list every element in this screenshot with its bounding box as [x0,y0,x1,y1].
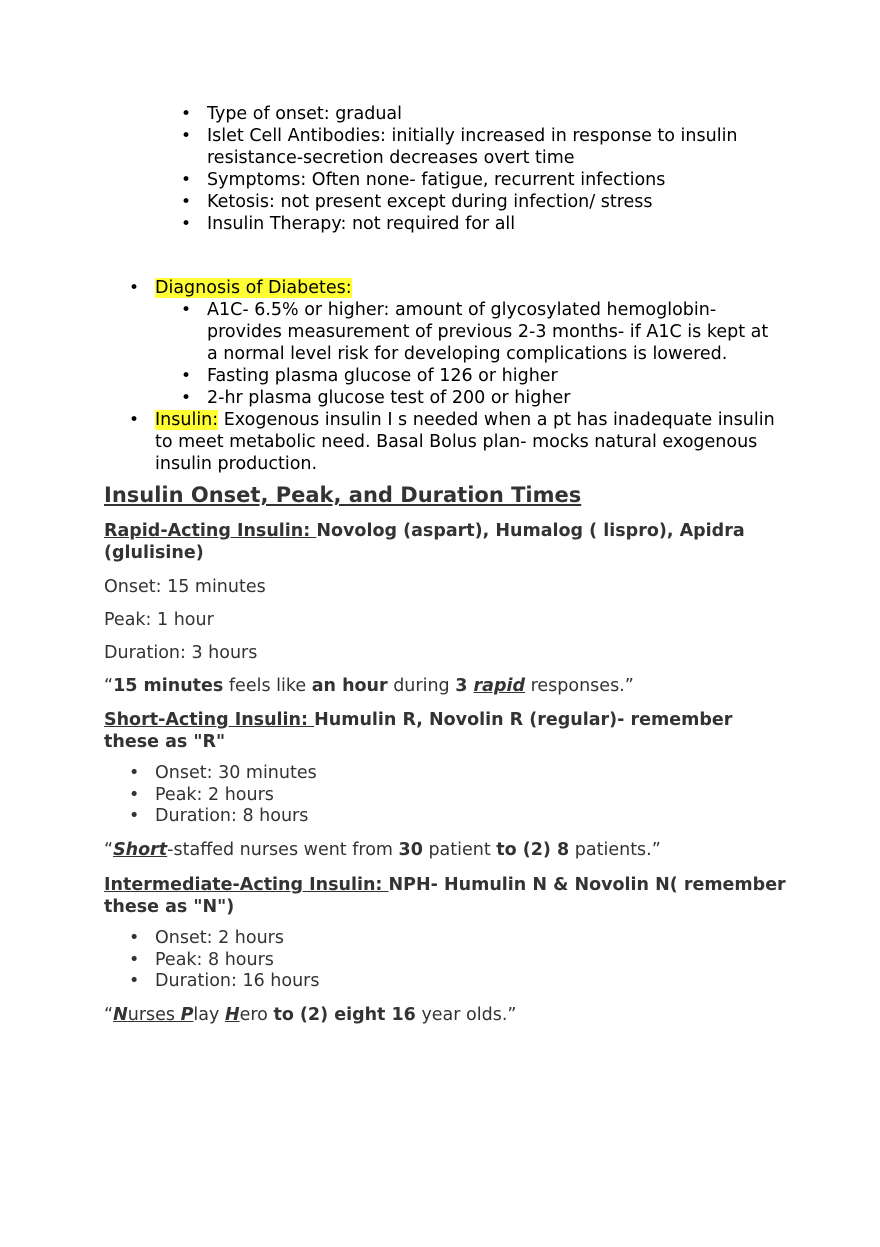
quote-open: “ [104,1005,114,1025]
intermediate-times-list [155,928,320,993]
diagnosis-label: Diagnosis of Diabetes: [155,278,352,298]
mnemonic-part: year olds.” [415,1005,517,1025]
mnemonic-part: patient [422,840,497,860]
insulin-item [155,409,775,475]
mnemonic-part: 3 [455,676,474,696]
mnemonic-part: feels like [223,676,312,696]
intermediate-title [104,874,794,918]
mnemonic-part: ero [239,1005,274,1025]
mnemonic-part: to (2) eight 16 [273,1005,416,1025]
mnemonic-part: 30 [398,840,423,860]
insulin-text: Exogenous insulin I s needed when a pt has inadequate insulin to meet metabolic need. Basal Bolus plan- mocks natural exogenous insulin production. [155,410,775,474]
list-item: • Peak: 2 hours [155,785,317,807]
intermediate-title-rest: NPH- Humulin N & Novolin N( remember these as "N") [104,875,786,917]
short-mnemonic [104,839,804,861]
diagnosis-item [155,277,775,409]
list-item: • Islet Cell Antibodies: initially increased in response to insulin resistance-secretion decreases overt time [207,125,777,169]
rapid-title-underlined: Rapid-Acting Insulin: [104,521,317,541]
rapid-title [104,520,764,564]
list-item: • Peak: 8 hours [155,950,320,972]
mnemonic-part: rapid [473,676,526,696]
intermediate-mnemonic [104,1004,804,1026]
mnemonic-part: urses [127,1005,181,1025]
section-heading: Insulin Onset, Peak, and Duration Times [104,483,582,507]
mnemonic-part: -staffed nurses went from [167,840,399,860]
intermediate-title-underlined: Intermediate-Acting Insulin: [104,875,389,895]
list-item: • Ketosis: not present except during infection/ stress [207,191,777,213]
quote-open: “ [104,840,114,860]
list-item: • A1C- 6.5% or higher: amount of glycosylated hemoglobin- provides measurement of previous 2-3 months- if A1C is kept at a normal level risk for developing complications is lowered. [207,299,775,365]
mnemonic-part: patients.” [569,840,661,860]
short-title-underlined: Short-Acting Insulin: [104,710,315,730]
list-item: • Onset: 2 hours [155,928,320,950]
mnemonic-part: H [224,1005,240,1025]
list-item: • Duration: 8 hours [155,806,317,828]
type2-characteristics-list [207,103,777,235]
short-title-rest: Humulin R, Novolin R (regular)- remember these as "R" [104,710,733,752]
mnemonic-part: during [387,676,456,696]
mnemonic-part: N [113,1005,128,1025]
diagnosis-sublist [155,299,775,409]
mnemonic-part: lay [193,1005,225,1025]
mnemonic-part: responses.” [525,676,634,696]
quote-open: “ [104,676,114,696]
mnemonic-part: an hour [311,676,388,696]
mnemonic-part: 15 minutes [113,676,224,696]
rapid-onset: Onset: 15 minutes [104,577,266,597]
mnemonic-part: Short [113,840,168,860]
list-item: • Type of onset: gradual [207,103,777,125]
rapid-title-rest: Novolog (aspart), Humalog ( lispro), Apidra (glulisine) [104,521,745,563]
list-item: • 2-hr plasma glucose test of 200 or higher [207,387,775,409]
rapid-duration: Duration: 3 hours [104,643,258,663]
short-title [104,709,744,753]
mnemonic-part: to (2) 8 [496,840,570,860]
list-item: • Duration: 16 hours [155,971,320,993]
rapid-mnemonic [104,675,804,697]
short-times-list [155,763,317,828]
diagnosis-list [155,277,775,475]
list-item: • Fasting plasma glucose of 126 or higher [207,365,775,387]
insulin-label: Insulin: [155,410,219,430]
list-item: • Onset: 30 minutes [155,763,317,785]
mnemonic-part: P [180,1005,194,1025]
list-item: • Symptoms: Often none- fatigue, recurrent infections [207,169,777,191]
list-item: • Insulin Therapy: not required for all [207,213,777,235]
rapid-peak: Peak: 1 hour [104,610,214,630]
